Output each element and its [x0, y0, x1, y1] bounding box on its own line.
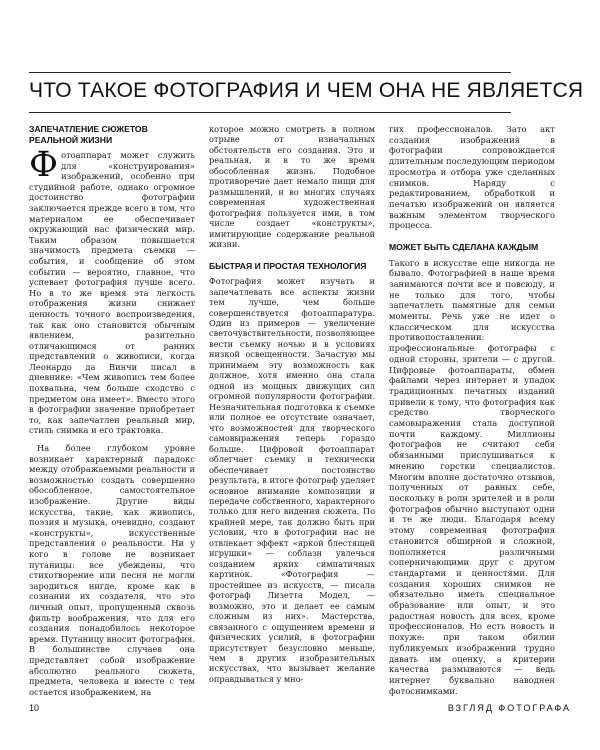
section-heading-2: БЫСТРАЯ И ПРОСТАЯ ТЕХНОЛОГИЯ: [209, 260, 367, 271]
text-column-2: [209, 124, 375, 684]
text-column-1: [29, 124, 195, 697]
drop-cap: Ф: [29, 145, 59, 185]
title-underline: [29, 112, 511, 113]
paragraph: которое можно смотреть в полном отрыве от изначальных обстоятельств его создания. Это и реальная, и в то же время обособленная жизнь. Подобное противоречие дает немало пищи для размышлений, и во многих случаях современная художественная фотография пользуется ими, в том числе создает «конструкты», имитирующие содержание реальной жизни.: [209, 124, 375, 250]
section-heading-3: МОЖЕТ БЫТЬ СДЕЛАНА КАЖДЫМ: [389, 242, 539, 253]
paragraph: На более глубоком уровне возникает характерный парадокс между отображаемыми реальности и возможностью создать совершенно обособленное, самостоятельное изображение. Другие виды искусства, такие, как живопись, поэзия и музыка, очевидно, создают «конструкты», искусственные представления о реальности. Ни у кого в голове не возникает путаницы: все убеждены, что стихотворение или песня не могли зародиться нигде, кроме как в сознании их создателя, что это личный опыт, пропущенный сквозь фильтр воображения, что для его создания понадобилось некоторое время. Путаницу вносит фотография. В большинстве случаев она представляет собой изображение абсолютно реального сюжета, предмета, человека и вместе с тем остается изображением, на: [29, 443, 195, 697]
paragraph: Фотография может изучать и запечатлевать все аспекты жизни тем лучше, чем больше совершенствуется фотоаппаратура. Один из примеров — увеличение светочувствительности, позволяющее вести съемку ночью и в условиях низкой освещенности. Зачастую мы принимаем эту возможность как должное, хотя именно она стала одной из мощных движущих сил огромной популярности фотографии. Незначительная подготовка к съемке или полное ее отсутствие означает, что возможностей для творческого самовыражения теперь гораздо больше. Цифровой фотоаппарат облегчает съемку и технически обеспечивает постоянство результата, в итоге фотограф уделяет основное внимание композиции и передаче собственного, характерного только для него видения сюжета. По крайней мере, так должно быть при условии, что в фотографии нас не отвлекает эффект «яркой блестящей игрушки» — соблазн увлечься созданием ярких симпатичных картинок. «Фотография — простейшее из искусств, — писала фотограф Лизетта Модел, — возможно, это и делает ее самым сложным из них». Мастерства, связанного с ощущением времени и физических усилий, в фотографии присутствует безусловно меньше, чем в других изобразительных искусствах, что вызывает желание оправдываться у мно-: [209, 276, 375, 684]
running-head: ВЗГЛЯД ФОТОГРАФА: [447, 703, 571, 713]
paragraph: гих профессионалов. Зато акт создания изображения в фотографии сопровождается длительным последующим периодом просмотра и отбора уже сделанных снимков. Наряду с редактированием, обработкой и печатью изображений он является важным элементом творческого процесса.: [389, 124, 555, 231]
paragraph-text: отоаппарат может служить для «конструирования» изображений, особенно при студийной работе, однако огромное достоинство фотографии заключается прежде всего в том, что материалом ее обеспечивает окружающий нас физический мир. Таким образом повышается значимость предмета съемки — события, и сообщение об этом событии — вероятно, главное, что успевает фотография лучше всего. Но в то же время эта легкость отображения жизни снижает ценность точного воспроизведения, так как оно становится обычным явлением, разительно отличающимся от ранних представлений о живописи, когда Леонардо да Винчи писал в дневнике: «Чем живопись тем более похвальна, чем больше сходство с предметом она имеет». Вместо этого в фотографии значение приобретает то, как запечатлен реальный мир, стиль снимка и его трактовка.: [29, 150, 195, 436]
text-column-3: [389, 124, 555, 696]
paragraph: [29, 145, 195, 436]
chapter-title: ЧТО ТАКОЕ ФОТОГРАФИЯ И ЧЕМ ОНА НЕ ЯВЛЯЕТСЯ: [29, 79, 584, 102]
page-number: 10: [29, 703, 40, 713]
section-heading-1: ЗАПЕЧАТЛЕНИЕ СЮЖЕТОВ РЕАЛЬНОЙ ЖИЗНИ: [29, 124, 148, 145]
top-divider: [29, 72, 511, 73]
paragraph: Такого в искусстве еще никогда не бывало. Фотографией в наше время занимаются почти все и повсюду, и не только для того, чтобы запечатлеть памятные для семьи моменты. Речь уже не идет о классическом для искусства противопоставлении: профессиональные фотографы с одной стороны, зрители — с другой. Цифровые фотоаппараты, обмен файлами через интернет и упадок традиционных печатных изданий привели к тому, что фотография как средство творческого самовыражения стала доступной почти каждому. Миллионы фотографов не считают себя обязанными прислушиваться к мнению горстки специалистов. Многим вполне достаточно отзывов, полученных от равных себе, поскольку в роли зрителей и в роли фотографов обычно выступают одни и те же люди. Благодаря всему этому современная фотография становится обширной и сложной, пополняется различными соперничающими друг с другом стандартами и ценностями. Для создания хороших снимков не обязательно иметь специальное образование или опыт, и это радостная новость для всех, кроме профессионалов. Но есть новость и похуже: при таком обилии публикуемых изображений трудно давать им оценку, а критерии качества размываются — ведь интернет буквально наводнен фотоснимками.: [389, 257, 555, 696]
